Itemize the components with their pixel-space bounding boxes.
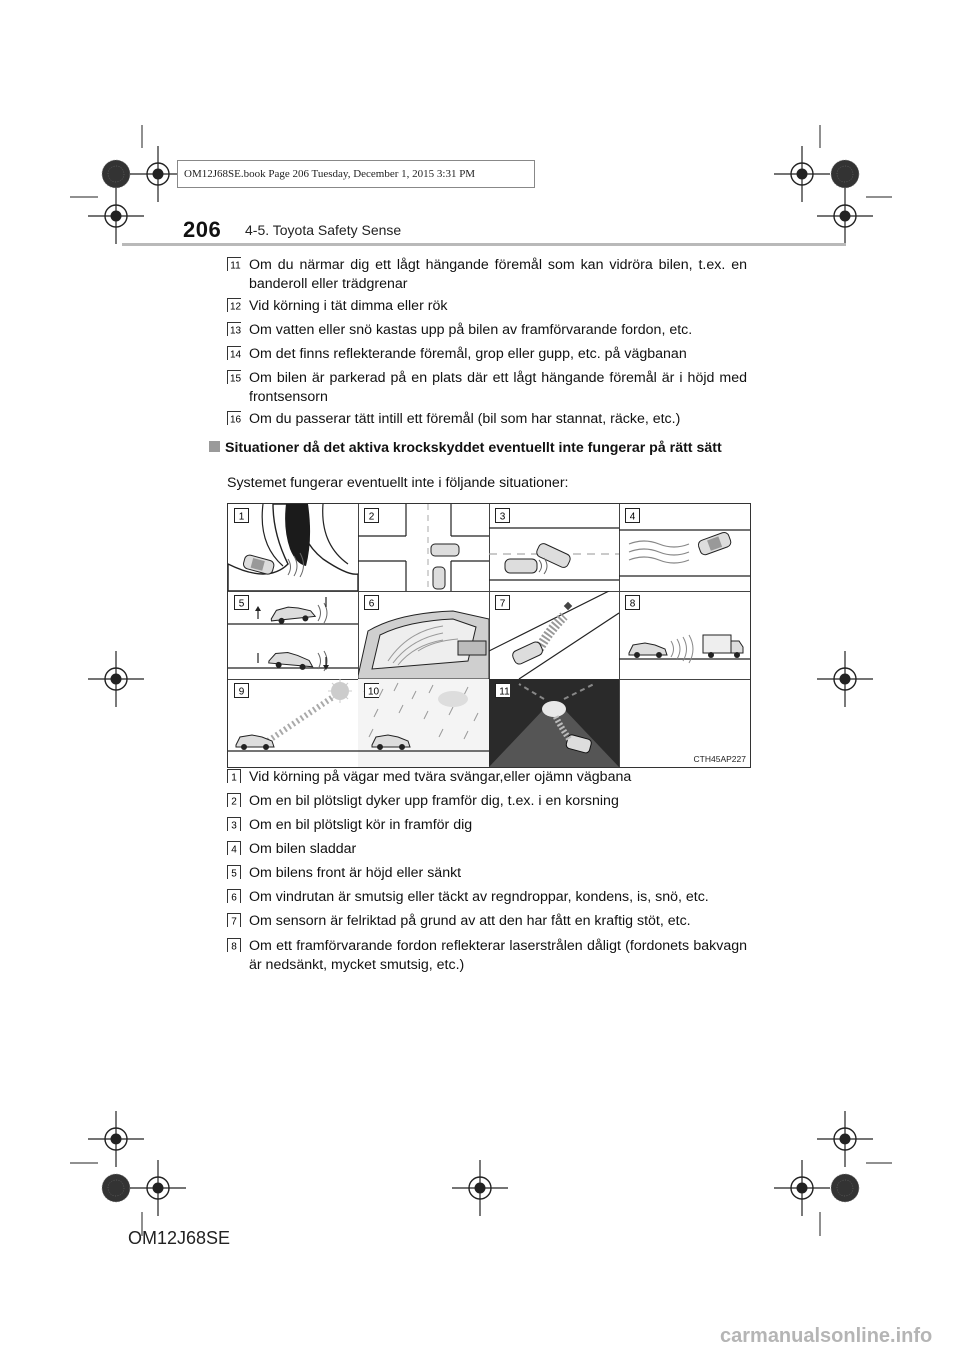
svg-text:2: 2 <box>368 511 375 523</box>
figure-cell-10 <box>358 679 490 767</box>
list-item-text: Vid körning på vägar med tvära svängar,eller ojämn vägbana <box>249 769 632 785</box>
svg-text:3: 3 <box>231 820 237 831</box>
numbered-box-icon <box>227 889 241 903</box>
figure-cell-11 <box>489 679 620 767</box>
svg-text:9: 9 <box>238 686 245 698</box>
list-item <box>227 345 747 364</box>
svg-text:8: 8 <box>231 941 237 952</box>
numbered-box-icon <box>227 346 241 360</box>
svg-text:6: 6 <box>368 598 375 610</box>
svg-text:4: 4 <box>629 511 636 523</box>
svg-text:14: 14 <box>229 349 241 360</box>
list-item <box>227 768 747 787</box>
situation-figure <box>227 503 751 768</box>
list-item <box>227 864 747 883</box>
list-item-text: Om vindrutan är smutsig eller täckt av regndroppar, kondens, is, snö, etc. <box>249 889 709 905</box>
svg-text:2: 2 <box>231 796 237 807</box>
svg-text:6: 6 <box>231 892 237 903</box>
svg-text:10: 10 <box>367 686 379 698</box>
numbered-box-icon <box>495 595 510 610</box>
list-item-text: Vid körning i tät dimma eller rök <box>249 298 448 314</box>
list-item-text: Om du närmar dig ett lågt hängande föremål som kan vidröra bilen, t.ex. en banderoll eller trädgrenar <box>249 257 747 292</box>
numbered-box-icon <box>227 817 241 831</box>
numbered-box-icon <box>227 257 241 271</box>
figure-cell-6 <box>358 591 490 680</box>
svg-text:7: 7 <box>231 916 237 927</box>
page-number: 206 <box>183 217 222 242</box>
list-item <box>227 840 747 859</box>
list-item <box>227 888 747 907</box>
book-file-header: OM12J68SE.book Page 206 Tuesday, December 1, 2015 3:31 PM <box>177 160 535 188</box>
svg-text:12: 12 <box>229 301 241 312</box>
svg-text:11: 11 <box>230 260 241 271</box>
svg-text:8: 8 <box>629 598 636 610</box>
list-item-text: Om bilens front är höjd eller sänkt <box>249 865 462 881</box>
list-item-text: Om vatten eller snö kastas upp på bilen av framförvarande fordon, etc. <box>249 322 693 338</box>
svg-text:1: 1 <box>238 511 245 523</box>
figure-cell-7 <box>489 591 620 680</box>
numbered-box-icon <box>495 683 510 698</box>
gray-square-bullet-icon <box>209 441 220 452</box>
list-item <box>227 816 747 835</box>
numbered-box-icon <box>495 508 510 523</box>
svg-text:7: 7 <box>499 598 506 610</box>
list-item <box>227 937 747 975</box>
numbered-box-icon <box>227 370 241 384</box>
numbered-box-icon <box>364 508 379 523</box>
numbered-box-icon <box>227 298 241 312</box>
figure-cell-3 <box>489 504 620 592</box>
list-item <box>227 369 747 407</box>
list-item <box>227 792 747 811</box>
svg-text:11: 11 <box>499 686 510 698</box>
numbered-box-icon <box>227 769 241 783</box>
numbered-box-icon <box>234 683 249 698</box>
section-title: 4-5. Toyota Safety Sense <box>245 222 402 238</box>
svg-text:5: 5 <box>231 868 237 879</box>
svg-text:5: 5 <box>238 598 245 610</box>
figure-code: CTH45AP227 <box>693 754 746 764</box>
svg-text:4: 4 <box>231 844 237 855</box>
list-item <box>227 912 747 931</box>
figure-cell-2 <box>358 504 490 592</box>
list-item <box>227 297 747 316</box>
subheading: Situationer då det aktiva krockskyddet eventuellt inte fungerar på rätt sätt <box>209 439 749 458</box>
numbered-box-icon <box>227 938 241 952</box>
numbered-box-icon <box>227 865 241 879</box>
numbered-box-icon <box>234 595 249 610</box>
numbered-box-icon <box>234 508 249 523</box>
footer-document-code: OM12J68SE <box>128 1228 231 1248</box>
svg-text:15: 15 <box>229 373 241 384</box>
svg-text:13: 13 <box>229 325 241 336</box>
numbered-box-icon <box>227 322 241 336</box>
figure-cell-1 <box>228 504 359 592</box>
numbered-box-icon <box>625 595 640 610</box>
numbered-box-icon <box>227 411 241 425</box>
list-item-text: Om bilen sladdar <box>249 841 357 857</box>
list-item <box>227 256 747 294</box>
intro-text: Systemet fungerar eventuellt inte i följande situationer: <box>227 475 569 491</box>
figure-cell-4 <box>619 504 750 592</box>
numbered-box-icon <box>364 683 379 698</box>
figure-cell-9 <box>228 679 359 767</box>
svg-text:3: 3 <box>499 511 506 523</box>
svg-text:1: 1 <box>231 772 237 783</box>
figure-cell-5 <box>228 591 359 680</box>
list-item-text: Om sensorn är felriktad på grund av att den har fått en kraftig stöt, etc. <box>249 913 691 929</box>
svg-text:16: 16 <box>229 414 241 425</box>
figure-cell-8 <box>619 591 750 680</box>
list-item-text: Om en bil plötsligt kör in framför dig <box>249 817 473 833</box>
list-item-text: Om bilen är parkerad på en plats där ett lågt hängande föremål är i höjd med frontsensorn <box>249 370 747 405</box>
list-item-text: Om det finns reflekterande föremål, grop eller gupp, etc. på vägbanan <box>249 346 687 362</box>
numbered-box-icon <box>227 793 241 807</box>
list-item-text: Om en bil plötsligt dyker upp framför dig, t.ex. i en korsning <box>249 793 619 809</box>
numbered-box-icon <box>364 595 379 610</box>
numbered-box-icon <box>227 841 241 855</box>
numbered-box-icon <box>625 508 640 523</box>
list-item <box>227 321 747 340</box>
header-divider <box>122 243 846 246</box>
numbered-box-icon <box>227 913 241 927</box>
list-item-text: Om ett framförvarande fordon reflekterar laserstrålen dåligt (fordonets bakvagn är nedsänkt, mycket smutsig, etc.) <box>249 938 747 973</box>
list-item <box>227 410 747 429</box>
list-item-text: Om du passerar tätt intill ett föremål (bil som har stannat, räcke, etc.) <box>249 411 681 427</box>
watermark-text: carmanualsonline.info <box>720 1325 933 1347</box>
